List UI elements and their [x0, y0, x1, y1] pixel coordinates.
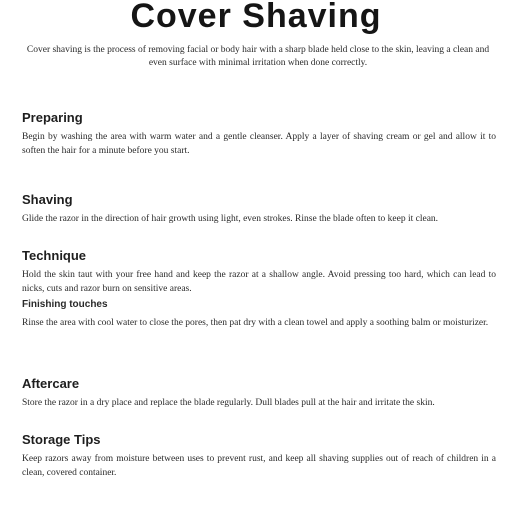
- section-heading: Aftercare: [22, 376, 80, 391]
- section-shaving: [22, 192, 496, 226]
- sub-heading: Finishing touches: [22, 299, 108, 310]
- section-heading: Technique: [22, 248, 87, 263]
- section-heading: Storage Tips: [22, 432, 101, 447]
- section-body: Hold the skin taut with your free hand and keep the razor at a shallow angle. Avoid pressing too hard, which can lead to nicks, cuts and razor burn on sensitive areas.: [22, 270, 496, 294]
- section-storage-tips: [22, 432, 496, 480]
- section-body: Glide the razor in the direction of hair growth using light, even strokes. Rinse the blade often to keep it clean.: [22, 214, 439, 224]
- section-heading: Preparing: [22, 110, 83, 125]
- document-title: Cover Shaving: [130, 0, 382, 35]
- section-body: Keep razors away from moisture between uses to prevent rust, and keep all shaving supplies out of reach of children in a clean, covered container.: [22, 454, 496, 478]
- sub-body: Rinse the area with cool water to close the pores, then pat dry with a clean towel and apply a soothing balm or moisturizer.: [22, 318, 489, 328]
- section-aftercare: [22, 376, 496, 410]
- section-technique: [22, 248, 496, 330]
- section-body: Begin by washing the area with warm water and a gentle cleanser. Apply a layer of shaving cream or gel and allow it to soften the hair for a minute before you start.: [22, 132, 496, 156]
- section-heading: Shaving: [22, 192, 73, 207]
- intro-paragraph: Cover shaving is the process of removing facial or body hair with a sharp blade held close to the skin, leaving a clean and even surface with minimal irritation when done correctly.: [26, 45, 490, 68]
- section-body: Store the razor in a dry place and replace the blade regularly. Dull blades pull at the hair and irritate the skin.: [22, 398, 435, 408]
- section-preparing: [22, 110, 496, 158]
